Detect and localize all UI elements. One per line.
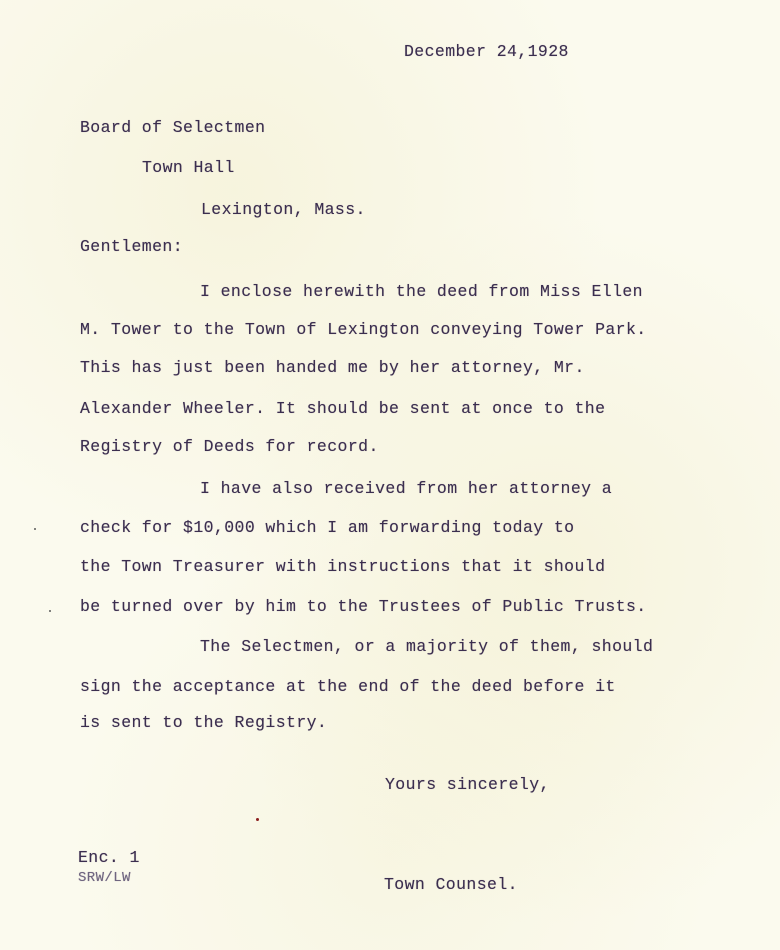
body-line: Registry of Deeds for record. (80, 437, 379, 456)
paper-speck (34, 528, 36, 530)
body-line: The Selectmen, or a majority of them, should (200, 637, 654, 656)
body-line: is sent to the Registry. (80, 713, 328, 732)
letter-date: December 24,1928 (404, 42, 569, 61)
paper-speck (49, 610, 51, 612)
body-line: Alexander Wheeler. It should be sent at once to the (80, 399, 606, 418)
body-line: I enclose herewith the deed from Miss Ellen (200, 282, 643, 301)
typist-initials: SRW/LW (78, 870, 131, 886)
body-line: M. Tower to the Town of Lexington conveying Tower Park. (80, 320, 647, 339)
body-line: sign the acceptance at the end of the deed before it (80, 677, 616, 696)
red-ink-speck (256, 818, 259, 821)
body-line: I have also received from her attorney a (200, 479, 613, 498)
addressee-line-1: Board of Selectmen (80, 118, 266, 137)
closing: Yours sincerely, (385, 775, 550, 794)
body-line: the Town Treasurer with instructions that it should (80, 557, 606, 576)
enclosure-note: Enc. 1 (78, 848, 140, 867)
addressee-line-3: Lexington, Mass. (201, 200, 366, 219)
body-line: check for $10,000 which I am forwarding today to (80, 518, 575, 537)
signature-title: Town Counsel. (384, 875, 518, 894)
body-line: be turned over by him to the Trustees of Public Trusts. (80, 597, 647, 616)
salutation: Gentlemen: (80, 237, 184, 256)
addressee-line-2: Town Hall (142, 158, 235, 177)
body-line: This has just been handed me by her attorney, Mr. (80, 358, 585, 377)
